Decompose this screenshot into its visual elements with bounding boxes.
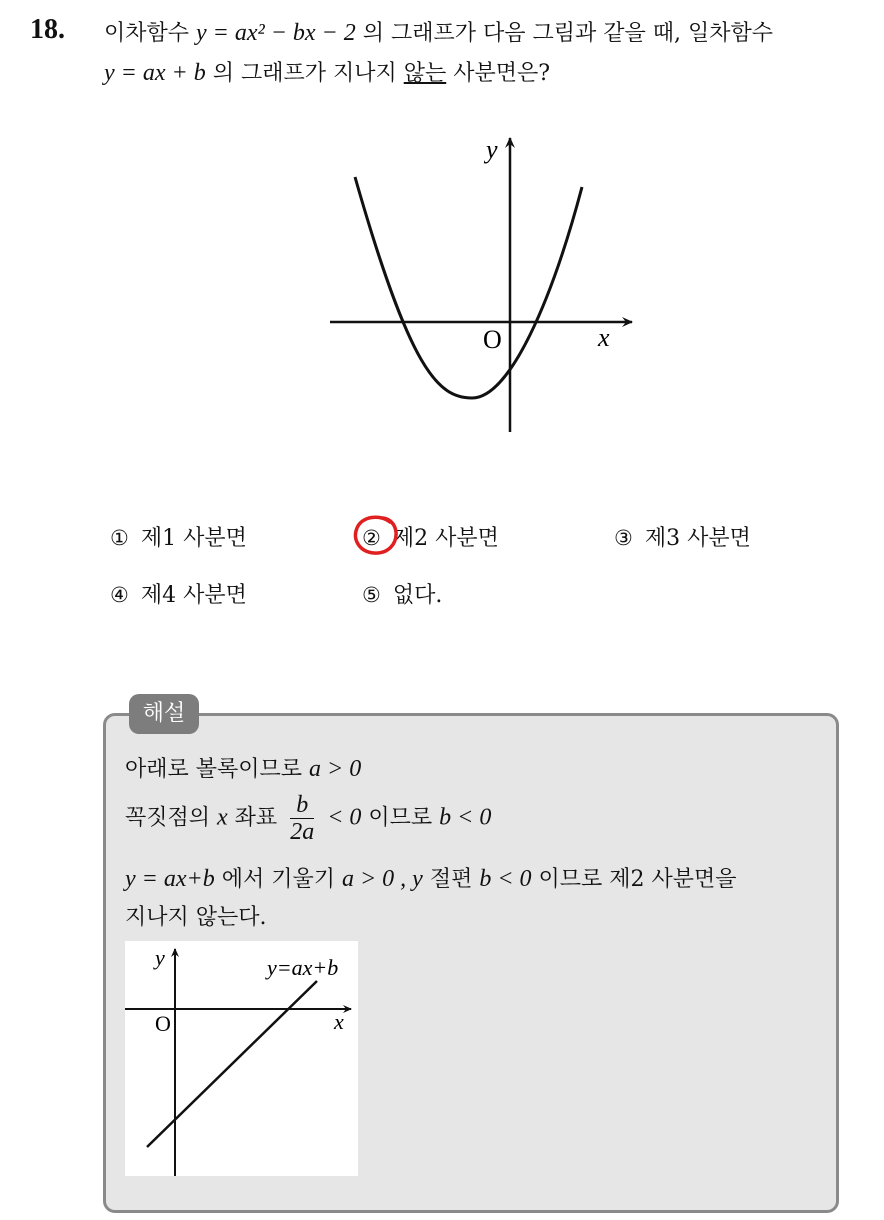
question-line-1: [104, 16, 773, 47]
parabola-graph: [320, 130, 650, 440]
solution-text-7: 이므로 제2 사분면을: [538, 867, 737, 892]
question-text-2: 의 그래프가 다음 그림과 같을 때, 일차함수: [362, 21, 774, 46]
linear-expression: y = ax + b: [104, 60, 206, 86]
choice-5-label: 없다.: [392, 583, 443, 608]
question-text-3: 의 그래프가 지나지: [212, 61, 397, 86]
quadratic-expression: y = ax² − bx − 2: [196, 20, 356, 46]
linear-graph: [125, 941, 358, 1176]
graph2-y-label: y: [155, 945, 165, 970]
graph2-origin-label: O: [155, 1011, 171, 1036]
question-number: 18.: [30, 14, 65, 45]
solution-math-2: < 0: [327, 804, 362, 831]
selection-circle-icon: [350, 512, 402, 558]
question-text-4: 사분면은?: [453, 61, 551, 86]
solution-math-6: b < 0: [479, 866, 532, 892]
solution-graph-panel: [125, 941, 358, 1176]
choice-4[interactable]: [110, 578, 247, 609]
choice-3[interactable]: [614, 521, 751, 552]
choice-3-mark: ③: [614, 526, 633, 550]
choice-5[interactable]: [362, 578, 442, 609]
solution-text-6: 절편: [429, 867, 473, 892]
solution-math-1: a > 0: [309, 756, 362, 782]
choice-2-mark: ②: [362, 526, 381, 550]
fraction-numerator: b: [290, 792, 314, 819]
graph1-y-label: y: [486, 135, 498, 164]
question-text-1: 이차함수: [104, 21, 190, 46]
choice-1[interactable]: [110, 521, 247, 552]
solution-line-2: [125, 792, 491, 845]
solution-line-3: [125, 862, 737, 893]
choice-3-label: 제3 사분면: [644, 526, 751, 551]
solution-tab: 해설: [129, 694, 199, 734]
solution-var-x: x: [217, 804, 228, 831]
graph1-origin-label: O: [483, 325, 502, 354]
solution-text-3: 좌표: [234, 805, 278, 831]
solution-text-1: 아래로 볼록이므로: [125, 757, 303, 782]
choice-1-mark: ①: [110, 526, 129, 550]
solution-line-4: [125, 900, 267, 931]
question-line-2: [104, 56, 550, 87]
solution-text-8: 지나지 않는다.: [125, 905, 267, 930]
solution-math-5: a > 0 , y: [341, 866, 423, 892]
parabola-curve: [355, 177, 582, 398]
choice-2-label: 제2 사분면: [392, 526, 499, 551]
solution-math-3: b < 0: [439, 804, 492, 831]
graph2-x-label: x: [334, 1009, 344, 1034]
graph1-x-label: x: [598, 323, 610, 352]
choice-1-label: 제1 사분면: [140, 526, 247, 551]
solution-text-4: 이므로: [368, 805, 433, 831]
solution-text-2: 꼭짓점의: [125, 805, 211, 831]
vertex-fraction: [290, 792, 314, 845]
solution-line-1: [125, 752, 361, 783]
fraction-denominator: 2a: [290, 819, 315, 845]
solution-math-4: y = ax+b: [125, 866, 215, 892]
graph2-line-label: y=ax+b: [267, 955, 339, 980]
solution-text-5: 에서 기울기: [221, 867, 335, 892]
choice-4-label: 제4 사분면: [140, 583, 247, 608]
choice-5-mark: ⑤: [362, 583, 381, 607]
question-underlined-word: 않는: [403, 61, 447, 86]
choice-4-mark: ④: [110, 583, 129, 607]
linear-function-line: [147, 981, 317, 1147]
